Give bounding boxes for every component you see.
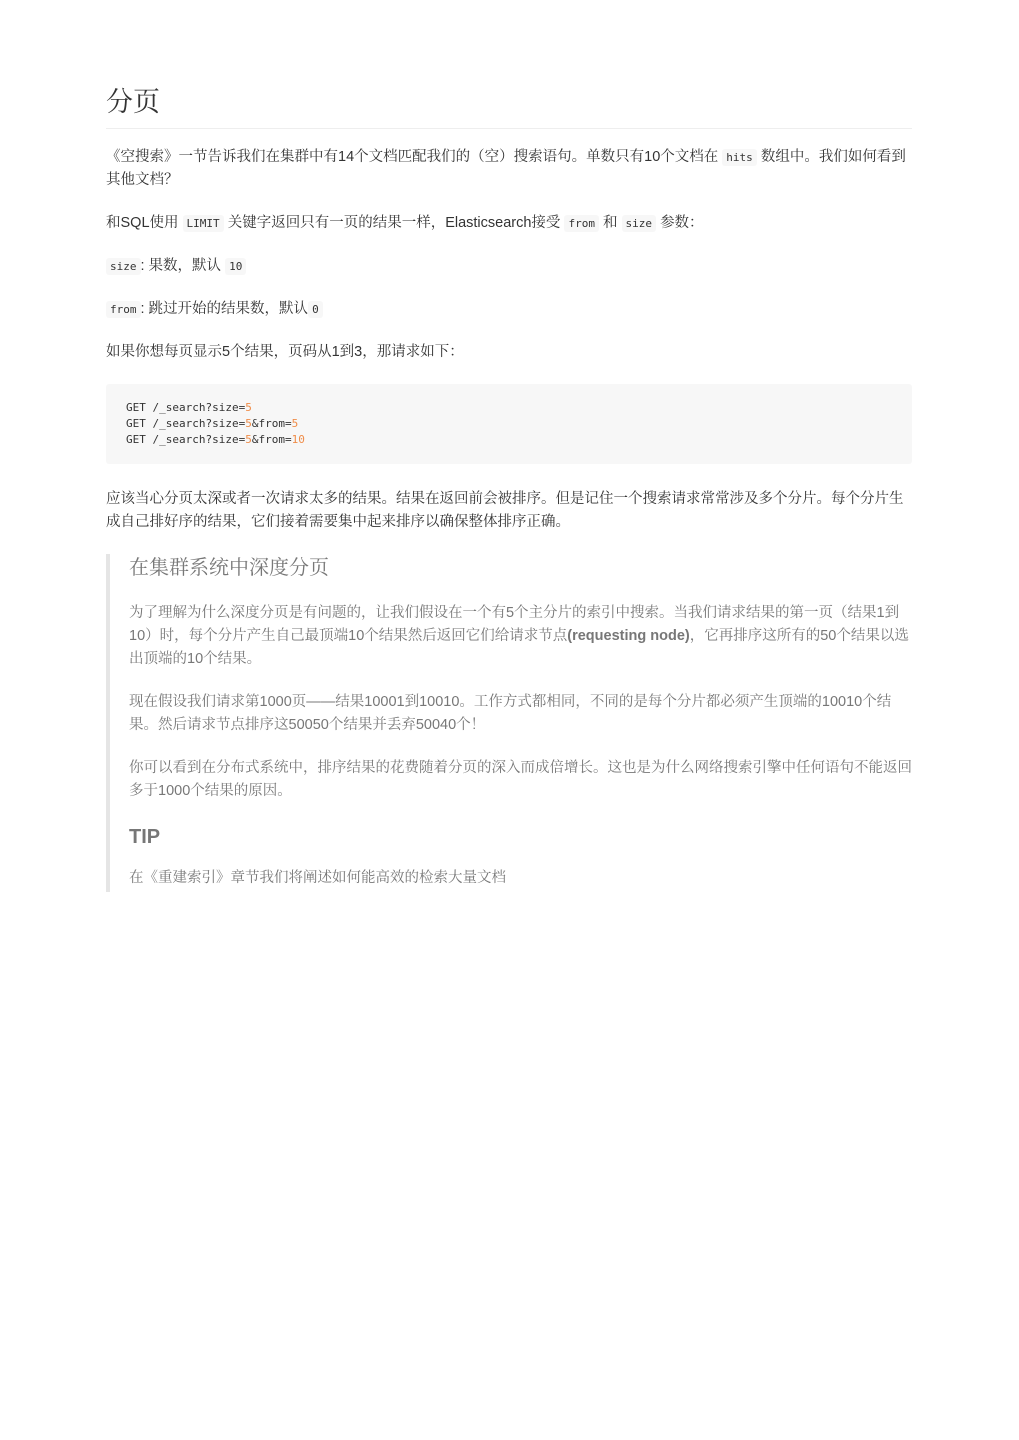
from-default-code: 0 — [308, 301, 323, 318]
code-text: GET /_search?size= — [126, 417, 246, 430]
inline-code-hits: hits — [722, 149, 757, 166]
code-text: &from= — [251, 417, 292, 430]
code-number: 10 — [291, 433, 305, 446]
tip-text: 在《重建索引》章节我们将阐述如何能高效的检索大量文档 — [129, 870, 506, 886]
code-number: 5 — [245, 433, 252, 446]
note-paragraph: 现在假设我们请求第1000页——结果10001到10010。工作方式都相同，不同的是每个分片都必须产生顶端的10010个结果。然后请求节点排序这50050个结果并丢弃50040个！ — [129, 694, 892, 733]
inline-code-size: size — [622, 215, 657, 232]
code-line — [126, 416, 892, 432]
code-block — [106, 384, 912, 464]
code-text: GET /_search?size= — [126, 433, 246, 446]
inline-code-from: from — [564, 215, 599, 232]
sorting-paragraph: 应该当心分页太深或者一次请求太多的结果。结果在返回前会被排序。但是记住一个搜索请求常常涉及多个分片。每个分片生成自己排好序的结果，它们接着需要集中起来排序以确保整体排序正确。 — [106, 491, 904, 530]
code-line — [126, 432, 892, 448]
title-divider — [106, 128, 912, 129]
note-text-b: ，它再排序这所有的50个结果以选出顶端的10个结果。 — [129, 628, 909, 667]
sql-text-a: 和SQL使用 — [106, 215, 179, 231]
page-title: 分页 — [106, 87, 160, 117]
size-param-code: size — [106, 258, 141, 275]
code-number: 5 — [245, 401, 252, 414]
note-heading: 在集群系统中深度分页 — [129, 557, 329, 579]
note-text-a: 为了理解为什么深度分页是有问题的，让我们假设在一个有5个主分片的索引中搜索。当我们请求结果的第一页（结果1到10）时，每个分片产生自己最顶端10个结果然后返回它们给请求节点 — [129, 605, 900, 644]
example-intro-paragraph: 如果你想每页显示5个结果，页码从1到3，那请求如下： — [106, 344, 464, 360]
size-param-paragraph — [106, 255, 912, 278]
from-param-code: from — [106, 301, 141, 318]
code-line — [126, 400, 892, 416]
code-number: 5 — [245, 417, 252, 430]
from-param-paragraph — [106, 298, 912, 321]
sql-text-b: 关键字返回只有一页的结果一样，Elasticsearch接受 — [227, 215, 561, 231]
intro-paragraph — [106, 146, 912, 192]
sql-paragraph — [106, 212, 912, 235]
from-param-text: : 跳过开始的结果数，默认 — [140, 301, 309, 317]
note-bold-term: (requesting node) — [567, 628, 690, 644]
note-paragraph — [129, 602, 912, 671]
note-paragraph: 你可以看到在分布式系统中，排序结果的花费随着分页的深入而成倍增长。这也是为什么网络搜索引擎中任何语句不能返回多于1000个结果的原因。 — [129, 760, 912, 799]
code-text: GET /_search?size= — [126, 401, 246, 414]
intro-text-a: 《空搜索》一节告诉我们在集群中有14个文档匹配我们的（空）搜索语句。单数只有10个文档在 — [106, 149, 719, 165]
size-default-code: 10 — [225, 258, 246, 275]
sql-text-d: 参数： — [660, 215, 704, 231]
size-param-text: : 果数，默认 — [140, 258, 222, 274]
intro-text-b: 数组中。我们如何看到其他文档？ — [106, 149, 906, 188]
code-text: &from= — [251, 433, 292, 446]
inline-code-limit: LIMIT — [183, 215, 224, 232]
code-number: 5 — [291, 417, 299, 430]
document-content — [106, 146, 912, 892]
tip-heading: TIP — [129, 826, 161, 848]
deep-paging-note — [106, 554, 912, 892]
sql-text-c: 和 — [603, 215, 618, 231]
